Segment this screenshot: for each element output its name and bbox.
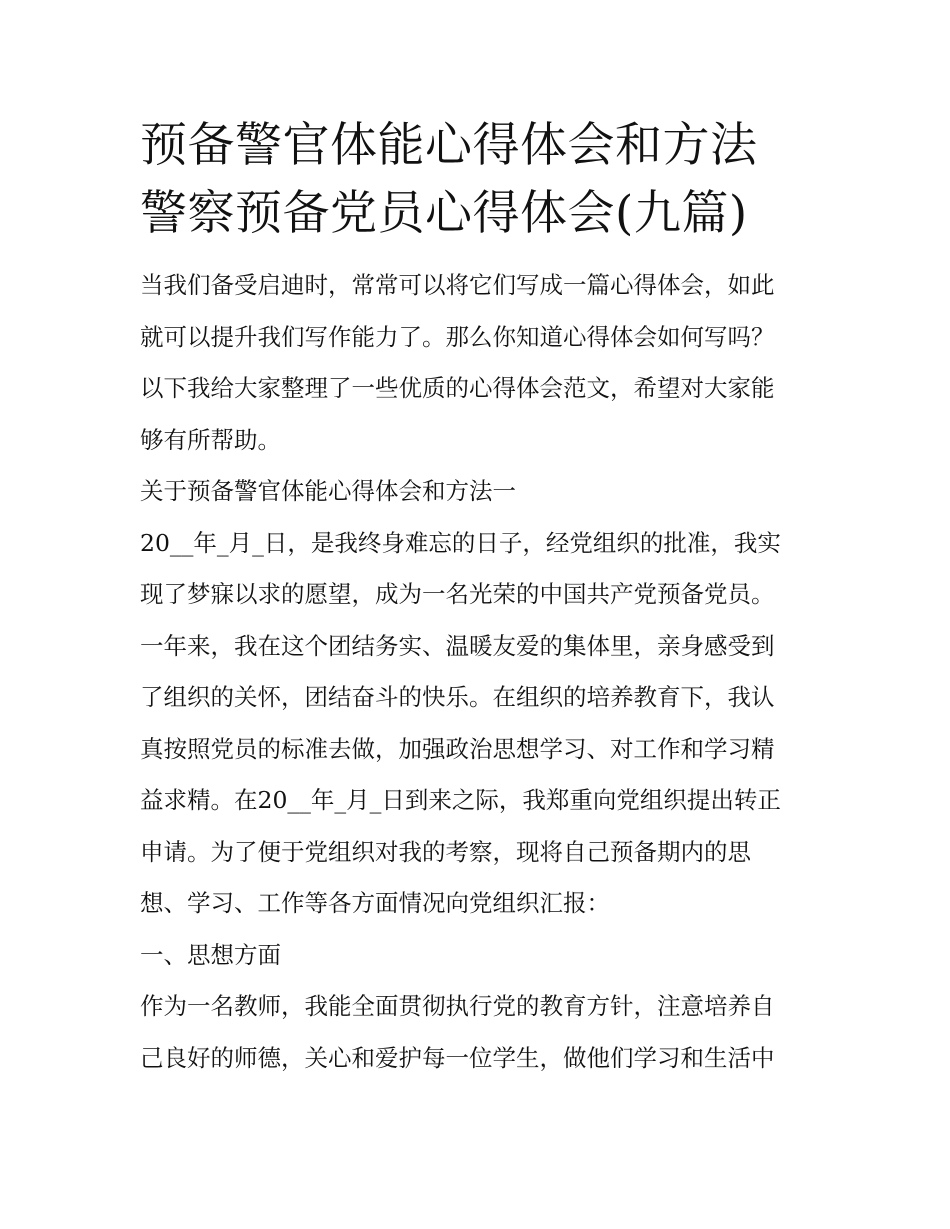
body-line: 一年来，我在这个团结务实、温暖友爱的集体里，亲身感受到 (140, 631, 775, 660)
body-paragraph (140, 518, 820, 930)
body-line: 真按照党员的标准去做，加强政治思想学习、对工作和学习精 (140, 734, 775, 763)
body-line: 益求精。在20__年_月_日到来之际，我郑重向党组织提出转正 (140, 786, 781, 814)
closing-line: 己良好的师德，关心和爱护每一位学生，做他们学习和生活中 (140, 1043, 775, 1072)
subheading: 一、思想方面 (140, 940, 281, 969)
body-line: 了组织的关怀，团结奋斗的快乐。在组织的培养教育下，我认 (140, 683, 775, 711)
body-line: 想、学习、工作等各方面情况向党组织汇报： (140, 889, 610, 917)
body-line: 20__年_月_日，是我终身难忘的日子，经党组织的批准，我实 (140, 528, 781, 557)
intro-paragraph (140, 260, 820, 466)
closing-paragraph (140, 981, 820, 1084)
document-title-line-2: 警察预备党员心得体会(九篇) (140, 186, 748, 241)
body-line: 申请。为了便于党组织对我的考察，现将自己预备期内的思 (140, 837, 751, 866)
body-line: 现了梦寐以求的愿望，成为一名光荣的中国共产党预备党员。 (140, 580, 775, 608)
intro-line: 当我们备受启迪时，常常可以将它们写成一篇心得体会，如此 (140, 271, 775, 299)
intro-line: 够有所帮助。 (140, 425, 281, 454)
closing-line: 作为一名教师，我能全面贯彻执行党的教育方针，注意培养自 (140, 992, 775, 1020)
intro-line: 就可以提升我们写作能力了。那么你知道心得体会如何写吗？ (140, 322, 775, 351)
section-heading: 关于预备警官体能心得体会和方法一 (140, 477, 516, 505)
document-content (140, 112, 820, 1084)
intro-line: 以下我给大家整理了一些优质的心得体会范文，希望对大家能 (140, 374, 775, 402)
document-title-line-1: 预备警官体能心得体会和方法 (140, 118, 758, 173)
